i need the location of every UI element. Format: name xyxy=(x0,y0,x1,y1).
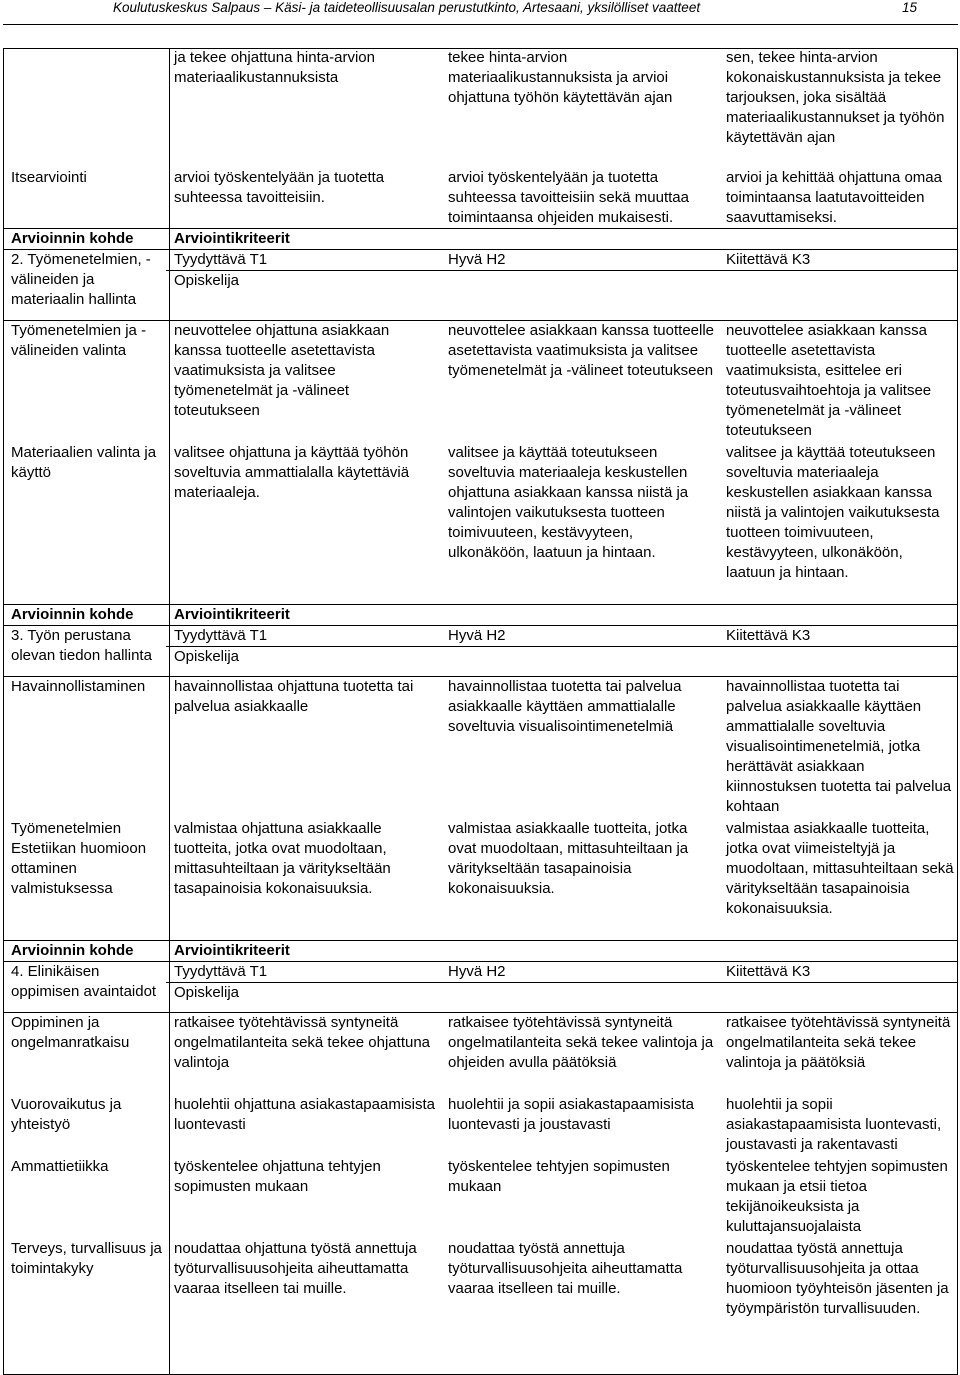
table-row xyxy=(3,677,958,819)
table-row xyxy=(3,48,958,168)
cell-h2: työskentelee tehtyjen sopimusten mukaan xyxy=(448,1157,670,1195)
table-row xyxy=(3,1013,958,1095)
cell-k3: neuvottelee asiakkaan kanssa tuotteelle asetettavista vaatimuksista, esittelee eri toteutusvaihtoehtoja ja valitsee työmenetelmät ja -välineet toteutukseen xyxy=(718,321,958,443)
kohde-label: Arvioinnin kohde xyxy=(3,941,166,962)
cell-t1: valitsee ohjattuna ja käyttää työhön soveltuvia ammattialalla käytettäviä materiaaleja. xyxy=(174,443,410,501)
table-row xyxy=(3,1095,958,1157)
cell-h2: valmistaa asiakkaalle tuotteita, jotka ovat muodoltaan, mittasuhteiltaan ja väritykseltään tasapainoisia kokonaisuuksia. xyxy=(448,819,689,897)
table-row xyxy=(3,1239,958,1319)
column-divider xyxy=(169,48,170,1374)
cell-k3: arvioi ja kehittää ohjattuna omaa toimintaansa laatutavoitteiden saavuttamiseksi. xyxy=(726,169,942,226)
kriteerit-label: Arviointikriteerit xyxy=(166,941,958,962)
kohde-label: Arvioinnin kohde xyxy=(3,605,166,626)
cell-t1: arvioi työskentelyään ja tuotetta suhteessa tavoitteisiin. xyxy=(174,169,385,206)
cell-k3: huolehtii ja sopii asiakastapaamisista luontevasti, joustavasti ja rakentavasti xyxy=(726,1095,942,1153)
table-row xyxy=(3,321,958,443)
target-title: 2. Työmenetelmien, -välineiden ja materiaalin hallinta xyxy=(3,250,166,321)
section-header-row xyxy=(3,941,958,962)
grade-h2: Hyvä H2 xyxy=(440,626,718,647)
row-label: Työmenetelmien ja -välineiden valinta xyxy=(3,321,166,443)
row-label: Havainnollistaminen xyxy=(3,677,166,819)
opiskelija-label: Opiskelija xyxy=(166,647,958,677)
cell-h2: valitsee ja käyttää toteutukseen soveltuvia materiaaleja keskustellen ohjattuna asiakkaan kanssa niistä ja valintojen vaikutuksesta tuotteen toimivuuteen, kestävyyteen, ulkonäköön, laatuun ja hintaan. xyxy=(448,443,689,561)
cell-h2: neuvottelee asiakkaan kanssa tuotteelle asetettavista vaatimuksista ja valitsee työmenetelmät ja -välineet toteutukseen xyxy=(440,321,718,443)
row-label: Ammattietiikka xyxy=(11,1157,109,1175)
cell-h2: arvioi työskentelyään ja tuotetta suhteessa tavoitteisiin sekä muuttaa toimintaansa ohjeiden mukaisesti. xyxy=(448,169,689,226)
grade-row xyxy=(3,626,958,647)
target-title: 4. Elinikäisen oppimisen avaintaidot xyxy=(3,962,166,1013)
grade-k3: Kiitettävä K3 xyxy=(718,626,958,647)
criteria-table xyxy=(3,48,958,1319)
cell-h2: noudattaa työstä annettuja työturvallisuusohjeita aiheuttamatta vaaraa itselleen tai muille. xyxy=(448,1239,683,1297)
row-label: Oppiminen ja ongelmanratkaisu xyxy=(3,1013,166,1095)
row-label: Terveys, turvallisuus ja toimintakyky xyxy=(11,1239,162,1277)
cell-t1: ja tekee ohjattuna hinta-arvion materiaalikustannuksista xyxy=(174,49,375,86)
grade-t1: Tyydyttävä T1 xyxy=(166,962,440,983)
cell-t1: neuvottelee ohjattuna asiakkaan kanssa tuotteelle asetettavista vaatimuksista ja valitsee työmenetelmät ja -välineet toteutukseen xyxy=(166,321,440,443)
cell-h2: ratkaisee työtehtävissä syntyneitä ongelmatilanteita sekä tekee valintoja ja ohjeiden avulla päätöksiä xyxy=(440,1013,718,1095)
cell-k3: ratkaisee työtehtävissä syntyneitä ongelmatilanteita sekä tekee valintoja ja päätöksiä xyxy=(718,1013,958,1095)
opiskelija-label: Opiskelija xyxy=(166,271,958,321)
grade-t1: Tyydyttävä T1 xyxy=(166,626,440,647)
cell-k3: työskentelee tehtyjen sopimusten mukaan ja etsii tietoa tekijänoikeuksista ja kuluttajansuojalaista xyxy=(726,1157,948,1235)
table-row xyxy=(3,1157,958,1239)
cell-k3: sen, tekee hinta-arvion kokonaiskustannuksista ja tekee tarjouksen, joka sisältää materiaalikustannukset ja työhön käytettävän ajan xyxy=(726,49,945,146)
cell-h2: havainnollistaa tuotetta tai palvelua asiakkaalle käyttäen ammattialalle soveltuvia visualisointimenetelmiä xyxy=(440,677,718,819)
cell-t1: ratkaisee työtehtävissä syntyneitä ongelmatilanteita sekä tekee ohjattuna valintoja xyxy=(166,1013,440,1095)
page-header-title: Koulutuskeskus Salpaus – Käsi- ja taideteollisuusalan perustutkinto, Artesaani, yksilölliset vaatteet xyxy=(113,0,701,15)
cell-t1: työskentelee ohjattuna tehtyjen sopimusten mukaan xyxy=(174,1157,381,1195)
header-rule xyxy=(3,24,958,25)
grade-row xyxy=(3,250,958,271)
section-header-row xyxy=(3,229,958,250)
page-number: 15 xyxy=(902,0,918,15)
row-label: Itsearviointi xyxy=(11,169,87,186)
cell-h2: tekee hinta-arvion materiaalikustannuksista ja arvioi ohjattuna työhön käytettävän ajan xyxy=(448,49,673,106)
grade-h2: Hyvä H2 xyxy=(440,962,718,983)
kriteerit-label: Arviointikriteerit xyxy=(166,605,958,626)
grade-t1: Tyydyttävä T1 xyxy=(166,250,440,271)
table-row xyxy=(3,819,958,941)
cell-k3: noudattaa työstä annettuja työturvallisuusohjeita ja ottaa huomioon työyhteisön jäsenten ja työympäristön turvallisuuden. xyxy=(726,1239,949,1317)
cell-t1: huolehtii ohjattuna asiakastapaamisista luontevasti xyxy=(174,1095,435,1133)
cell-k3: valitsee ja käyttää toteutukseen soveltuvia materiaaleja keskustellen asiakkaan kanssa niistä ja valintojen vaikutuksesta tuotteen toimivuuteen, kestävyyteen, ulkonäköön, laatuun ja hintaan. xyxy=(726,443,940,581)
kohde-label: Arvioinnin kohde xyxy=(3,229,166,250)
cell-k3: havainnollistaa tuotetta tai palvelua asiakkaalle käyttäen ammattialalle soveltuvia visualisointimenetelmiä, jotka herättävät asiakkaan kiinnostuksen tuotetta tai palvelua kohtaan xyxy=(718,677,958,819)
grade-row xyxy=(3,962,958,983)
grade-k3: Kiitettävä K3 xyxy=(718,250,958,271)
section-header-row xyxy=(3,605,958,626)
page-header xyxy=(0,0,960,22)
row-label: Materiaalien valinta ja käyttö xyxy=(11,443,157,481)
cell-t1: noudattaa ohjattuna työstä annettuja työturvallisuusohjeita aiheuttamatta vaaraa itselleen tai muille. xyxy=(174,1239,417,1297)
table-row xyxy=(3,168,958,229)
row-label: Vuorovaikutus ja yhteistyö xyxy=(11,1095,122,1133)
grade-h2: Hyvä H2 xyxy=(440,250,718,271)
table-row xyxy=(3,443,958,605)
cell-t1: valmistaa ohjattuna asiakkaalle tuotteita, jotka ovat muodoltaan, mittasuhteiltaan ja väritykseltään tasapainoisia kokonaisuuksia. xyxy=(174,819,391,897)
opiskelija-label: Opiskelija xyxy=(166,983,958,1013)
row-label: Työmenetelmien Estetiikan huomioon ottaminen valmistuksessa xyxy=(11,819,147,897)
cell-h2: huolehtii ja sopii asiakastapaamisista luontevasti ja joustavasti xyxy=(448,1095,694,1133)
kriteerit-label: Arviointikriteerit xyxy=(166,229,958,250)
target-title: 3. Työn perustana olevan tiedon hallinta xyxy=(3,626,166,677)
cell-t1: havainnollistaa ohjattuna tuotetta tai palvelua asiakkaalle xyxy=(166,677,440,819)
grade-k3: Kiitettävä K3 xyxy=(718,962,958,983)
cell-k3: valmistaa asiakkaalle tuotteita, jotka ovat viimeisteltyjä ja muodoltaan, mittasuhteiltaan sekä väritykseltään tasapainoisia kokonaisuuksia. xyxy=(726,819,954,917)
